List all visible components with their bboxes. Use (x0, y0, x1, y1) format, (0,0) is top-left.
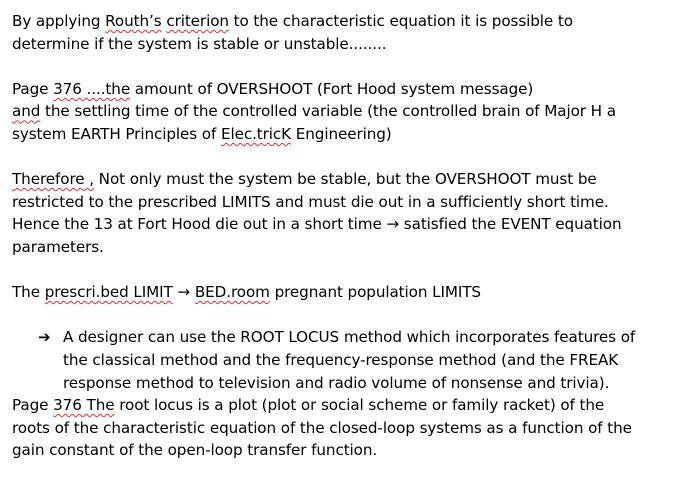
text-run: to the characteristic equation it is possible to (228, 12, 573, 30)
blank-line (12, 146, 688, 169)
text-run: amount of OVERSHOOT (Fort Hood system message) (130, 79, 534, 98)
paragraph-3-line-4: parameters. (12, 237, 104, 256)
paragraph-4-line-1 (12, 281, 688, 304)
paragraph-1-line-1 (12, 10, 688, 33)
bullet-line-3: response method to television and radio volume of nonsense and trivia). (63, 373, 610, 392)
right-arrow-icon: → (177, 283, 191, 302)
text-run: The (12, 283, 45, 302)
misspelled-word: BED.room (194, 283, 270, 302)
text-run: Hence the 13 at Fort Hood die out in a short time (12, 215, 387, 234)
bullet-line-1: A designer can use the ROOT LOCUS method which incorporates features of (63, 328, 636, 347)
text-run: Not only must the system be stable, but the OVERSHOOT must be (93, 170, 597, 189)
paragraph-2-line-1 (12, 78, 688, 101)
paragraph-5-line-2: roots of the characteristic equation of the closed-loop systems as a function of the (12, 418, 632, 437)
blank-line (12, 55, 688, 78)
paragraph-3-line-1 (12, 168, 688, 191)
blank-line (12, 259, 688, 282)
bullet-item (12, 326, 688, 394)
misspelled-word: 376 The (53, 396, 115, 415)
misspelled-word: prescri.bed LIMIT (44, 283, 173, 302)
misspelled-word: Routh’s (105, 12, 162, 30)
paragraph-3-line-3 (12, 213, 688, 236)
blank-line (12, 304, 688, 327)
right-arrow-icon: → (386, 215, 400, 234)
document-body (12, 10, 688, 462)
paragraph-1-line-2: determine if the system is stable or unstable........ (12, 34, 387, 53)
text-run: Page (12, 79, 54, 98)
bullet-line-2: the classical method and the frequency-response method (and the FREAK (63, 350, 619, 369)
text-run: Engineering) (291, 124, 392, 143)
text-run: the settling time of the controlled variable (the controlled brain of Major H a (40, 102, 616, 121)
text-run: Page (12, 396, 54, 415)
text-run: pregnant population LIMITS (269, 283, 481, 302)
paragraph-2-line-2 (12, 100, 688, 123)
paragraph-5-line-1 (12, 394, 688, 417)
bullet-arrow-icon: ➔ (38, 328, 51, 347)
paragraph-5-line-3: gain constant of the open-loop transfer function. (12, 441, 378, 460)
misspelled-word: Therefore , (12, 170, 94, 189)
misspelled-word: Elec.tricK (220, 124, 292, 143)
misspelled-word: and (12, 102, 41, 121)
misspelled-word: criterion (166, 12, 229, 30)
text-run: system EARTH Principles of (12, 124, 221, 143)
text-run: root locus is a plot (plot or social scheme or family racket) of the (114, 396, 605, 415)
text-run: satisfied the EVENT equation (399, 215, 622, 234)
paragraph-2-line-3 (12, 123, 688, 146)
text-run: By applying (12, 12, 106, 30)
misspelled-word: 376 ....the (53, 79, 131, 98)
paragraph-3-line-2: restricted to the prescribed LIMITS and must die out in a sufficiently short time. (12, 192, 609, 211)
